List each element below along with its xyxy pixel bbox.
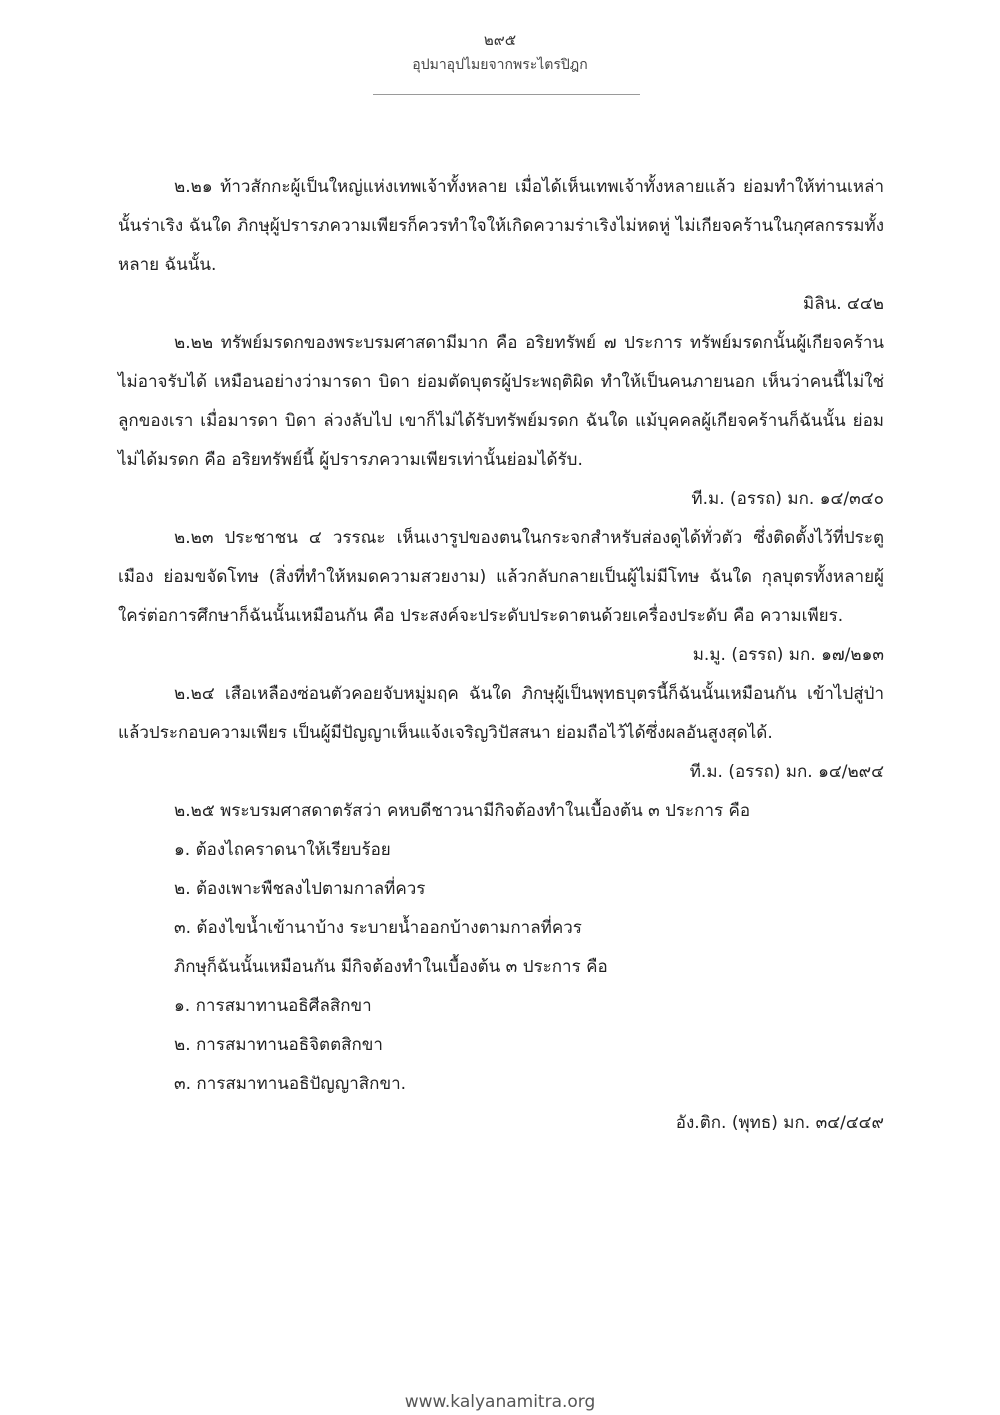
paragraph-2-24: ๒.๒๔ เสือเหลืองซ่อนตัวคอยจับหมู่มฤค ฉันใด ภิกษุผู้เป็นพุทธบุตรนี้ก็ฉันนั้นเหมือนกัน เข้าไปสู่ป่าแล้วประกอบความเพียร เป็นผู้มีปัญญาเห็นแจ้งเจริญวิปัสสนา ย่อมถือไว้ได้ซึ่งผลอันสูงสุดได้. (118, 684, 884, 743)
paragraph-2-22: ๒.๒๒ ทรัพย์มรดกของพระบรมศาสดามีมาก คือ อริยทรัพย์ ๗ ประการ ทรัพย์มรดกนั้นผู้เกียจคร้านไม่อาจรับได้ เหมือนอย่างว่ามารดา บิดา ย่อมตัดบุตรผู้ประพฤติผิด ทำให้เป็นคนภายนอก เห็นว่าคนนี้ไม่ใช่ลูกของเรา เมื่อมารดา บิดา ล่วงลับไป เขาก็ไม่ได้รับทรัพย์มรดก ฉันใด แม้บุคคลผู้เกียจคร้านก็ฉันนั้น ย่อมไม่ได้มรดก คือ อริยทรัพย์นี้ ผู้ปรารภความเพียรเท่านั้นย่อมได้รับ. (118, 333, 884, 470)
farmer-duty-item: ๓. ต้องไขน้ำเข้านาบ้าง ระบายน้ำออกบ้างตามกาลที่ควร (174, 918, 582, 938)
reference-2-22: ที.ม. (อรรถ) มก. ๑๔/๓๔๐ (691, 489, 884, 509)
footer-website: www.kalyanamitra.org (404, 1392, 596, 1412)
page-number: ๒๙๕ (483, 31, 517, 49)
reference-2-25: อัง.ติก. (พุทธ) มก. ๓๔/๔๔๙ (675, 1113, 884, 1133)
main-content (118, 168, 884, 1143)
paragraph-2-25: ๒.๒๕ พระบรมศาสดาตรัสว่า คหบดีชาวนามีกิจต้องทำในเบื้องต้น ๓ ประการ คือ (174, 801, 751, 821)
page-header (0, 30, 1000, 76)
reference-2-23: ม.มู. (อรรถ) มก. ๑๗/๒๑๓ (692, 645, 884, 665)
paragraph-2-23: ๒.๒๓ ประชาชน ๔ วรรณะ เห็นเงารูปของตนในกระจกสำหรับส่องดูได้ทั่วตัว ซึ่งติดตั้งไว้ที่ประตูเมือง ย่อมขจัดโทษ (สิ่งที่ทำให้หมดความสวยงาม) แล้วกลับกลายเป็นผู้ไม่มีโทษ ฉันใด กุลบุตรทั้งหลายผู้ใคร่ต่อการศึกษาก็ฉันนั้นเหมือนกัน คือ ประสงค์จะประดับประดาตนด้วยเครื่องประดับ คือ ความเพียร. (118, 528, 884, 626)
header-divider (373, 94, 640, 95)
reference-2-21: มิลิน. ๔๔๒ (803, 294, 884, 314)
farmer-duty-item: ๑. ต้องไถคราดนาให้เรียบร้อย (174, 840, 391, 860)
paragraph-2-21: ๒.๒๑ ท้าวสักกะผู้เป็นใหญ่แห่งเทพเจ้าทั้งหลาย เมื่อได้เห็นเทพเจ้าทั้งหลายแล้ว ย่อมทำให้ท่านเหล่านั้นร่าเริง ฉันใด ภิกษุผู้ปรารภความเพียรก็ควรทำใจให้เกิดความร่าเริงไม่หดหู่ ไม่เกียจคร้านในกุศลกรรมทั้งหลาย ฉันนั้น. (118, 177, 884, 275)
farmer-duty-item: ๒. ต้องเพาะพืชลงไปตามกาลที่ควร (174, 879, 426, 899)
monk-duty-item: ๑. การสมาทานอธิศีลสิกขา (174, 996, 372, 1016)
book-title: อุปมาอุปไมยจากพระไตรปิฎก (412, 57, 588, 73)
monk-duty-intro: ภิกษุก็ฉันนั้นเหมือนกัน มีกิจต้องทำในเบื้องต้น ๓ ประการ คือ (174, 957, 608, 977)
monk-duty-item: ๒. การสมาทานอธิจิตตสิกขา (174, 1035, 383, 1055)
monk-duty-item: ๓. การสมาทานอธิปัญญาสิกขา. (174, 1074, 407, 1094)
reference-2-24: ที.ม. (อรรถ) มก. ๑๔/๒๙๔ (689, 762, 884, 782)
